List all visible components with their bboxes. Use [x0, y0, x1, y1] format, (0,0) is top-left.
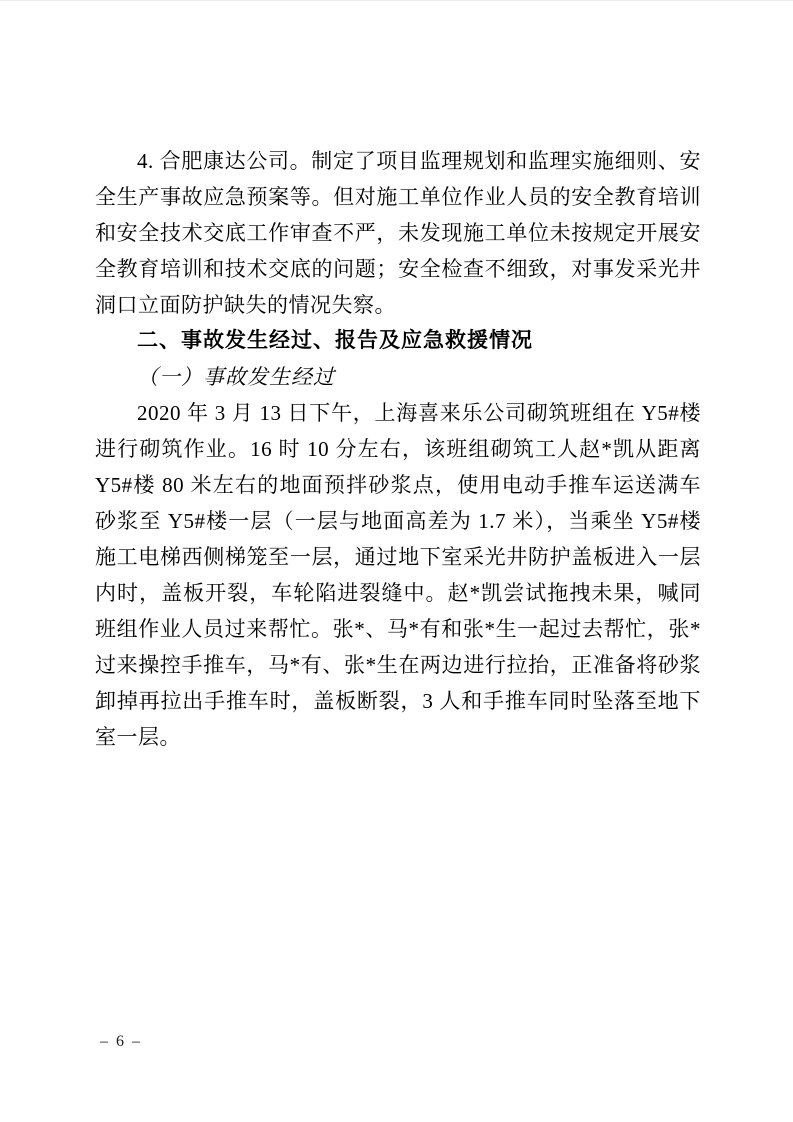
document-body	[95, 143, 701, 755]
page-number: – 6 –	[100, 1033, 142, 1050]
subsection-heading-accident-course: （一）事故发生经过	[137, 365, 335, 389]
paragraph-accident-narrative: 2020 年 3 月 13 日下午，上海喜来乐公司砌筑班组在 Y5#楼进行砌筑作业。16 时 10 分左右，该班组砌筑工人赵*凯从距离 Y5#楼 80 米左右的地面预拌砂浆点，使用电动手推车运送满车砂浆至 Y5#楼一层（一层与地面高差为 1.7 米），当乘坐 Y5#楼施工电梯西侧梯笼至一层，通过地下室采光井防护盖板进入一层内时，盖板开裂，车轮陷进裂缝中。赵*凯尝试拖拽未果，喊同班组作业人员过来帮忙。张*、马*有和张*生一起过去帮忙，张*过来操控手推车，马*有、张*生在两边进行拉抬，正准备将砂浆卸掉再拉出手推车时，盖板断裂，3 人和手推车同时坠落至地下室一层。	[95, 401, 701, 749]
paragraph-supervision-company-findings: 4. 合肥康达公司。制定了项目监理规划和监理实施细则、安全生产事故应急预案等。但对施工单位作业人员的安全教育培训和安全技术交底工作审查不严，未发现施工单位未按规定开展安全教育培训和技术交底的问题；安全检查不细致，对事发采光井洞口立面防护缺失的情况失察。	[95, 149, 701, 317]
section-heading-accident-course-report-rescue: 二、事故发生经过、报告及应急救援情况	[137, 329, 533, 352]
